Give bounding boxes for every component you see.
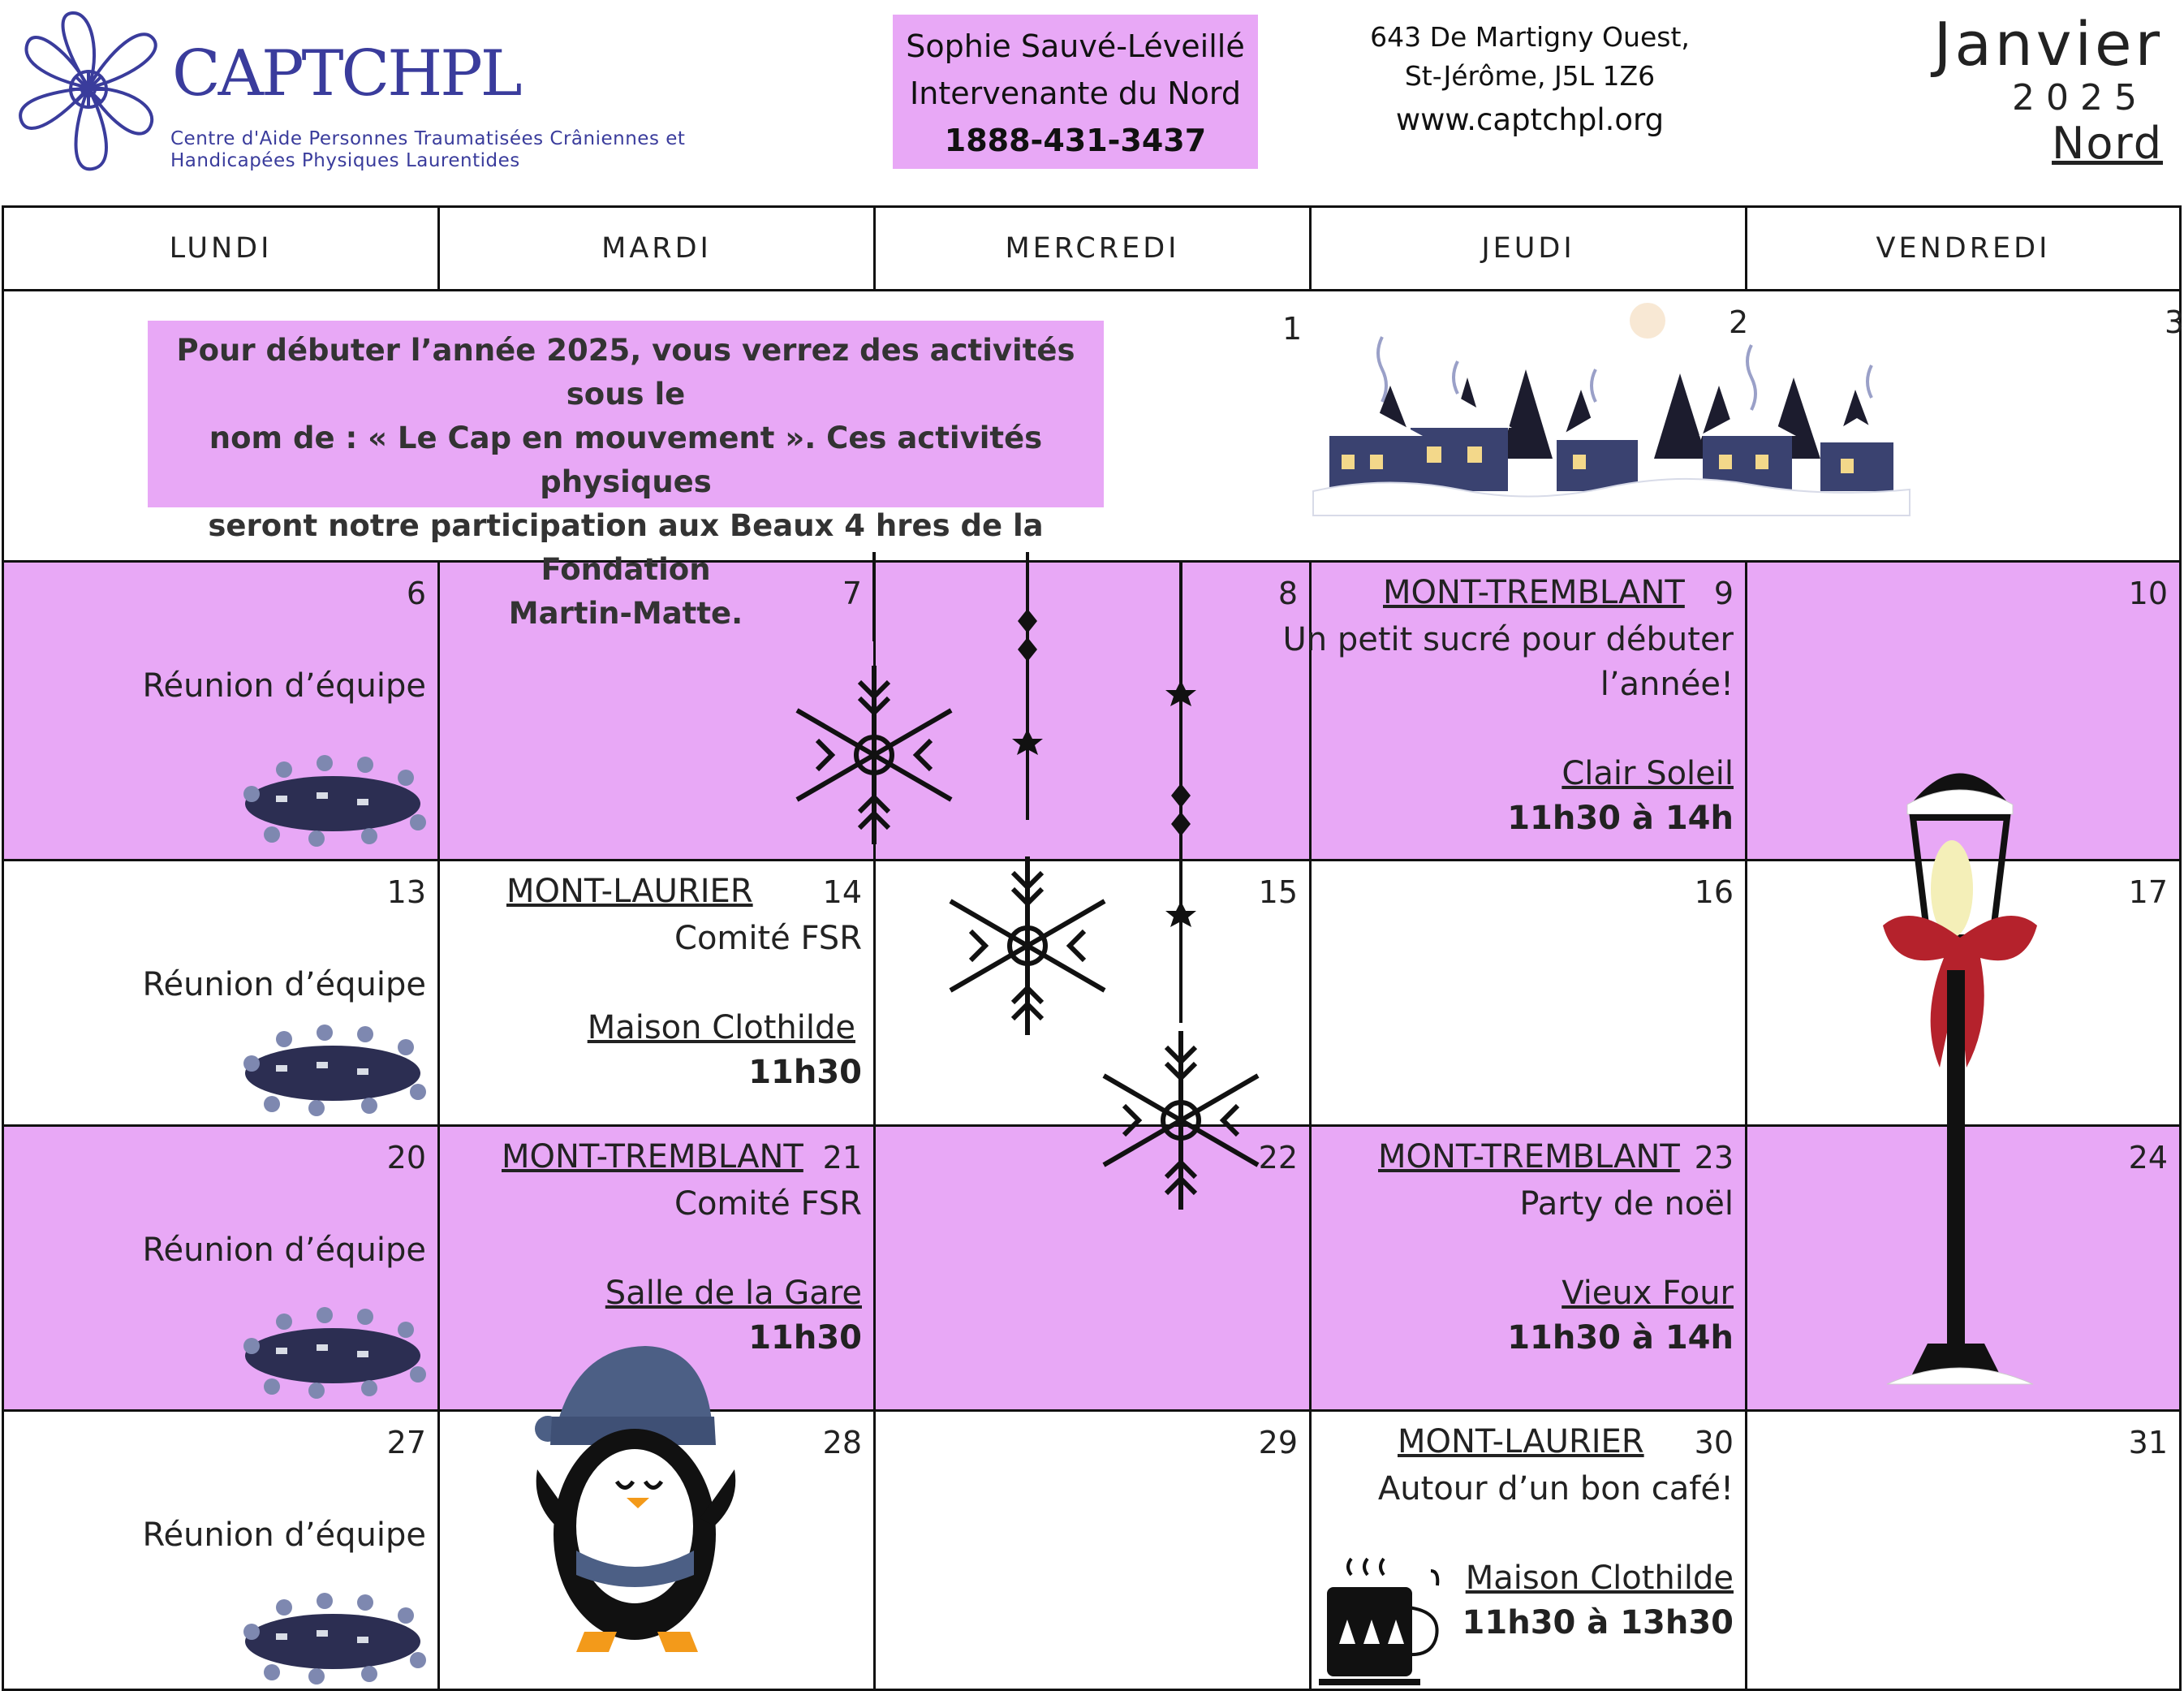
- event-time: 11h30 à 14h: [1507, 800, 1734, 837]
- event-title: Party de noël: [1519, 1185, 1734, 1223]
- announcement-line1: Pour débuter l’année 2025, vous verrez des activités sous le: [176, 333, 1075, 412]
- event-city: MONT-LAURIER: [506, 873, 753, 910]
- day-number: 6: [406, 576, 426, 611]
- contact-name: Sophie Sauvé-Léveillé: [906, 28, 1245, 64]
- org-full-name: [170, 128, 722, 172]
- event-title: Réunion d’équipe: [142, 1516, 426, 1554]
- day-number: 22: [1258, 1140, 1298, 1176]
- snowflake-ornament-icon: [771, 552, 1290, 1234]
- announcement-box: [148, 321, 1104, 631]
- day-number: 31: [2128, 1425, 2168, 1460]
- meeting-table-icon: [235, 1015, 438, 1120]
- announcement-line4: Martin-Matte.: [508, 596, 743, 631]
- weekday-vendredi: VENDREDI: [1745, 205, 2182, 291]
- event-title: Comité FSR: [674, 920, 862, 957]
- event-title-cont: l’année!: [1600, 666, 1734, 703]
- event-city: MONT-TREMBLANT: [1378, 1138, 1680, 1176]
- day-number: 8: [1277, 576, 1298, 611]
- contact-phone: 1888-431-3437: [944, 123, 1207, 158]
- flower-logo-icon: [11, 6, 166, 177]
- day-cell[interactable]: [1309, 1124, 1747, 1412]
- day-number: 13: [386, 874, 426, 910]
- event-place: Maison Clothilde: [1465, 1559, 1734, 1597]
- meeting-table-icon: [235, 1583, 438, 1689]
- address-line2: St-Jérôme, J5L 1Z6: [1404, 60, 1656, 92]
- event-time: 11h30: [748, 1054, 862, 1091]
- day-number: 2: [1729, 304, 1749, 340]
- weekday-jeudi: JEUDI: [1309, 205, 1747, 291]
- event-title: Autour d’un bon café!: [1377, 1470, 1734, 1508]
- month-name: Janvier: [1933, 10, 2163, 80]
- org-full-line2: Handicapées Physiques Laurentides: [170, 150, 520, 171]
- day-number: 10: [2128, 576, 2168, 611]
- event-place: Maison Clothilde: [587, 1009, 855, 1046]
- month-year: 2025: [2012, 77, 2148, 119]
- day-number: 17: [2128, 874, 2168, 910]
- weekday-mardi: MARDI: [437, 205, 876, 291]
- event-time: 11h30 à 14h: [1507, 1319, 1734, 1357]
- event-city: MONT-LAURIER: [1398, 1423, 1644, 1460]
- month-block: [1867, 11, 2163, 169]
- announcement-line3: seront notre participation aux Beaux 4 hres de la Fondation: [208, 508, 1044, 587]
- event-title: Comité FSR: [674, 1185, 862, 1223]
- address-line1: 643 De Martigny Ouest,: [1370, 21, 1690, 53]
- org-full-line1: Centre d'Aide Personnes Traumatisées Crâniennes et: [170, 128, 686, 149]
- penguin-icon: [528, 1339, 747, 1656]
- day-number: 1: [1282, 311, 1303, 347]
- announcement-line2: nom de : « Le Cap en mouvement ». Ces activités physiques: [209, 421, 1043, 499]
- month-region: Nord: [2052, 118, 2163, 169]
- meeting-table-icon: [235, 1297, 438, 1403]
- day-number: 14: [822, 874, 862, 910]
- day-number: 3: [2165, 304, 2184, 340]
- day-number: 27: [386, 1425, 426, 1460]
- day-number: 30: [1694, 1425, 1734, 1460]
- org-short-name: CAPTCHPL: [172, 37, 520, 110]
- hot-cocoa-mug-icon: [1311, 1551, 1449, 1689]
- event-title: Réunion d’équipe: [142, 667, 426, 705]
- event-title: Un petit sucré pour débuter: [1282, 621, 1734, 658]
- event-time: 11h30 à 13h30: [1462, 1604, 1734, 1641]
- event-city: MONT-TREMBLANT: [502, 1138, 803, 1176]
- weekday-mercredi: MERCREDI: [873, 205, 1312, 291]
- day-number: 28: [822, 1425, 862, 1460]
- day-number: 7: [842, 576, 862, 611]
- event-title: Réunion d’équipe: [142, 966, 426, 1003]
- day-number: 29: [1258, 1425, 1298, 1460]
- contact-role: Intervenante du Nord: [910, 75, 1241, 111]
- website-link[interactable]: www.captchpl.org: [1395, 102, 1665, 137]
- meeting-table-icon: [235, 745, 438, 851]
- event-place: Vieux Four: [1562, 1275, 1734, 1312]
- event-time: 11h30: [748, 1319, 862, 1357]
- day-number: 23: [1694, 1140, 1734, 1176]
- event-place: Clair Soleil: [1562, 755, 1734, 792]
- event-title: Réunion d’équipe: [142, 1232, 426, 1269]
- day-number: 24: [2128, 1140, 2168, 1176]
- day-number: 16: [1694, 874, 1734, 910]
- day-cell[interactable]: [873, 1409, 1312, 1691]
- day-number: 15: [1258, 874, 1298, 910]
- day-number: 20: [386, 1140, 426, 1176]
- event-city: MONT-TREMBLANT: [1383, 574, 1685, 611]
- street-lamp-icon: [1863, 727, 2057, 1400]
- day-cell[interactable]: [1745, 1409, 2182, 1691]
- day-cell[interactable]: [1282, 560, 1747, 861]
- weekday-lundi: LUNDI: [2, 205, 440, 291]
- winter-village-icon: [1313, 296, 1910, 515]
- contact-box: [893, 15, 1258, 169]
- day-number: 9: [1713, 576, 1734, 611]
- address-block: [1331, 18, 1729, 140]
- day-cell[interactable]: [1309, 859, 1747, 1127]
- day-number: 21: [822, 1140, 862, 1176]
- event-place: Salle de la Gare: [605, 1275, 862, 1312]
